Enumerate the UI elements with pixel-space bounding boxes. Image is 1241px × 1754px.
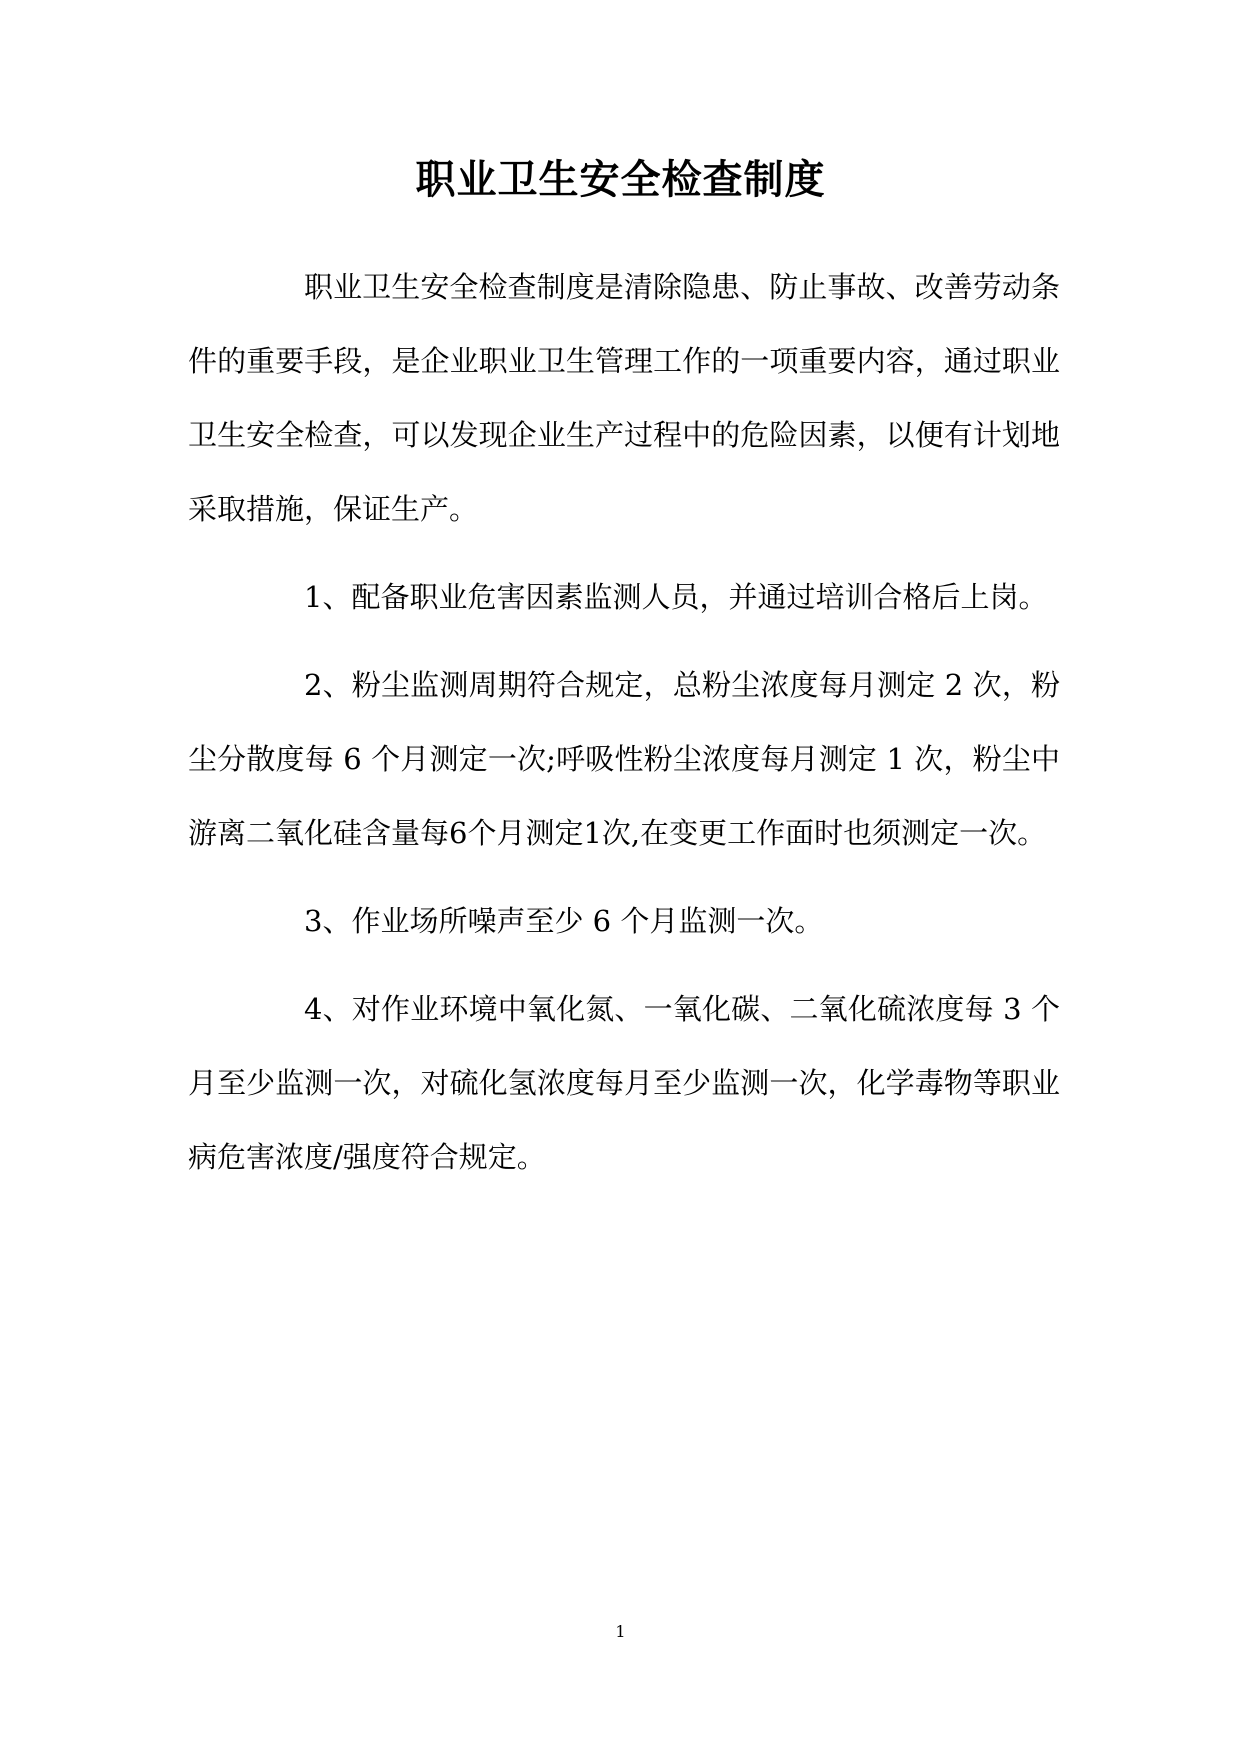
paragraph-item-3: 3、作业场所噪声至少 6 个月监测一次。 [304, 904, 824, 938]
document-title: 职业卫生安全检查制度 [415, 156, 826, 203]
page-number: 1 [615, 1622, 626, 1641]
paragraph-intro: 职业卫生安全检查制度是清除隐患、防止事故、改善劳动条件的重要手段，是企业职业卫生管理工作的一项重要内容，通过职业卫生安全检查，可以发现企业生产过程中的危险因素，以便有计划地采取措施，保证生产。 [188, 270, 1060, 526]
paragraph-item-1: 1、配备职业危害因素监测人员，并通过培训合格后上岗。 [304, 580, 1048, 614]
document-body [188, 250, 1060, 1208]
paragraph-item-4: 4、对作业环境中氧化氮、一氧化碳、二氧化硫浓度每 3 个月至少监测一次，对硫化氢浓度每月至少监测一次，化学毒物等职业病危害浓度/强度符合规定。 [188, 992, 1060, 1174]
paragraph-item-2: 2、粉尘监测周期符合规定，总粉尘浓度每月测定 2 次，粉尘分散度每 6 个月测定一次;呼吸性粉尘浓度每月测定 1 次，粉尘中游离二氧化硅含量每6个月测定1次,在变更工作面时也须测定一次。 [188, 668, 1060, 850]
